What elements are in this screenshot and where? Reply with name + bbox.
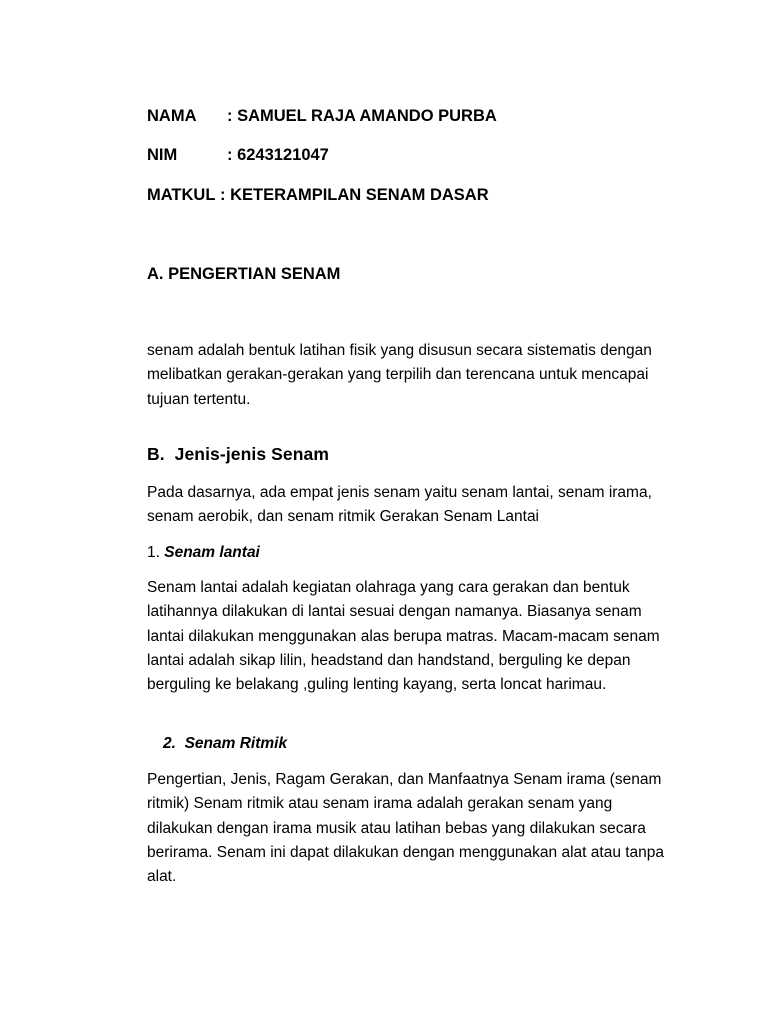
- section-b-number: B.: [147, 444, 165, 464]
- student-nim-row: [147, 145, 329, 165]
- list-item-title: [163, 734, 287, 754]
- name-value: : SAMUEL RAJA AMANDO PURBA: [227, 107, 497, 125]
- section-b-title: Jenis-jenis Senam: [174, 444, 330, 464]
- list-item-label: Senam Ritmik: [184, 735, 288, 752]
- section-a-heading: A. PENGERTIAN SENAM: [147, 265, 341, 283]
- section-b-heading: [147, 444, 329, 464]
- course-label: MATKUL: [147, 186, 216, 204]
- list-item-title: [147, 543, 260, 563]
- name-label: NAMA: [147, 107, 197, 125]
- list-item-number: 1.: [147, 544, 160, 561]
- list-item-number: 2.: [163, 735, 176, 752]
- course-value: : KETERAMPILAN SENAM DASAR: [220, 186, 489, 204]
- student-name-row: [147, 106, 497, 126]
- nim-value: : 6243121047: [227, 146, 329, 164]
- section-a-body: senam adalah bentuk latihan fisik yang disusun secara sistematis dengan melibatkan gerakan-gerakan yang terpilih dan terencana untuk mencapai tujuan tertentu.: [147, 342, 652, 408]
- list-item-label: Senam lantai: [164, 544, 260, 561]
- nim-label: NIM: [147, 146, 178, 164]
- course-row: [147, 185, 489, 205]
- section-b-intro: Pada dasarnya, ada empat jenis senam yaitu senam lantai, senam irama, senam aerobik, dan senam ritmik Gerakan Senam Lantai: [147, 484, 652, 526]
- senam-ritmik-body: Pengertian, Jenis, Ragam Gerakan, dan Manfaatnya Senam irama (senam ritmik) Senam ritmik atau senam irama adalah gerakan senam yang dilakukan dengan irama musik atau latihan bebas yang dilakukan secara berirama. Senam ini dapat dilakukan dengan menggunakan alat atau tanpa alat.: [147, 771, 665, 886]
- senam-lantai-body: Senam lantai adalah kegiatan olahraga yang cara gerakan dan bentuk latihannya dilakukan di lantai sesuai dengan namanya. Biasanya senam lantai dilakukan menggunakan alas berupa matras. Macam-macam senam lantai adalah sikap lilin, headstand dan handstand, berguling ke depan berguling ke belakang ,guling lenting kayang, serta loncat harimau.: [147, 579, 660, 694]
